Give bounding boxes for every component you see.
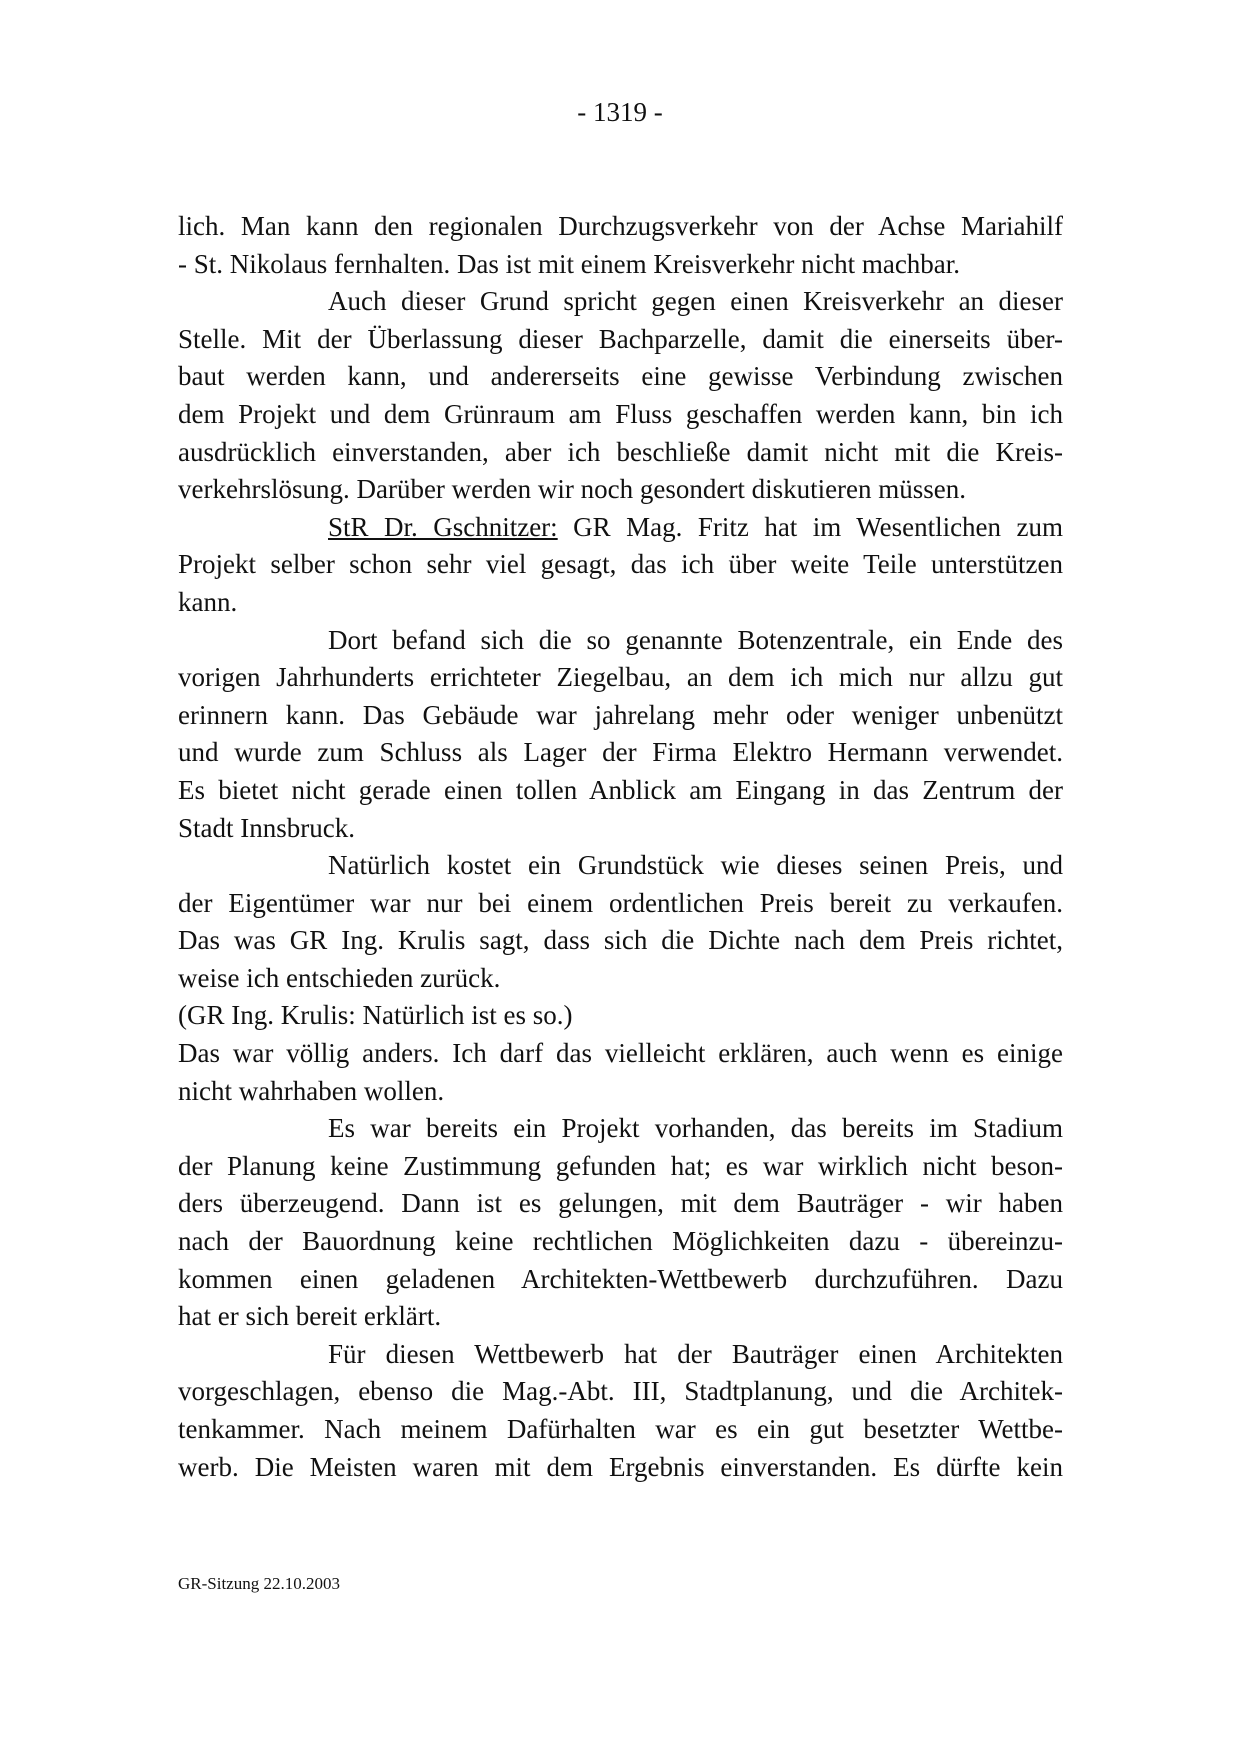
text-line: ausdrücklich einverstanden, aber ich beschließe damit nicht mit die Kreis-	[178, 436, 1063, 467]
paragraph	[178, 509, 1063, 622]
text-line: Das war völlig anders. Ich darf das vielleicht erklären, auch wenn es einige	[178, 1038, 1063, 1069]
text-line: ders überzeugend. Dann ist es gelungen, mit dem Bauträger - wir haben	[178, 1188, 1063, 1219]
body-text	[178, 208, 1063, 1486]
text-line: der Eigentümer war nur bei einem ordentlichen Preis bereit zu verkaufen.	[178, 887, 1063, 918]
text-line: kann.	[178, 586, 238, 617]
text-line: der Planung keine Zustimmung gefunden hat; es war wirklich nicht beson-	[178, 1150, 1063, 1181]
text-line: Stelle. Mit der Überlassung dieser Bachparzelle, damit die einerseits über-	[178, 323, 1063, 354]
text-line: Es bietet nicht gerade einen tollen Anblick am Eingang in das Zentrum der	[178, 774, 1063, 805]
paragraph	[178, 208, 1063, 283]
page-number: - 1319 -	[577, 97, 663, 127]
text-line: verkehrslösung. Darüber werden wir noch gesondert diskutieren müssen.	[178, 474, 967, 505]
text-line	[178, 509, 1063, 547]
text-line-content: Es war bereits ein Projekt vorhanden, das bereits im Stadium	[328, 1113, 1063, 1144]
text-line-content: Natürlich kostet ein Grundstück wie dieses seinen Preis, und	[328, 850, 1063, 881]
text-line: und wurde zum Schluss als Lager der Firma Elektro Hermann verwendet.	[178, 737, 1063, 768]
text-line: Das was GR Ing. Krulis sagt, dass sich die Dichte nach dem Preis richtet,	[178, 925, 1063, 956]
text-line: tenkammer. Nach meinem Dafürhalten war es ein gut besetzter Wettbe-	[178, 1414, 1063, 1444]
text-line-content: Dort befand sich die so genannte Botenzentrale, ein Ende des	[328, 624, 1063, 655]
text-line: Stadt Innsbruck.	[178, 812, 355, 843]
paragraph	[178, 1336, 1063, 1486]
paragraph	[178, 847, 1063, 997]
text-line	[178, 847, 1063, 885]
text-line: nicht wahrhaben wollen.	[178, 1075, 445, 1106]
text-line: erinnern kann. Das Gebäude war jahrelang mehr oder weniger unbenützt	[178, 699, 1063, 730]
text-line	[178, 622, 1063, 660]
text-line: hat er sich bereit erklärt.	[178, 1301, 442, 1332]
paragraph	[178, 283, 1063, 509]
text-line: nach der Bauordnung keine rechtlichen Möglichkeiten dazu - übereinzu-	[178, 1226, 1063, 1257]
text-line-content: Auch dieser Grund spricht gegen einen Kreisverkehr an dieser	[328, 286, 1063, 317]
interjection	[178, 997, 1063, 1035]
text-line: vorgeschlagen, ebenso die Mag.-Abt. III, Stadtplanung, und die Architek-	[178, 1376, 1063, 1407]
text-line: lich. Man kann den regionalen Durchzugsverkehr von der Achse Mariahilf	[178, 211, 1063, 241]
paragraph	[178, 1110, 1063, 1336]
text-line: vorigen Jahrhunderts errichteter Ziegelbau, an dem ich mich nur allzu gut	[178, 662, 1063, 693]
text-line: werb. Die Meisten waren mit dem Ergebnis einverstanden. Es dürfte kein	[178, 1451, 1063, 1482]
text-line	[178, 283, 1063, 321]
text-line: Projekt selber schon sehr viel gesagt, das ich über weite Teile unterstützen	[178, 549, 1063, 580]
text-line-content: Für diesen Wettbewerb hat der Bauträger einen Architekten	[328, 1338, 1063, 1369]
text-line-content: GR Mag. Fritz hat im Wesentlichen zum	[557, 511, 1064, 542]
speaker-name: StR Dr. Gschnitzer:	[328, 511, 558, 542]
text-line: dem Projekt und dem Grünraum am Fluss geschaffen werden kann, bin ich	[178, 398, 1063, 429]
text-line: kommen einen geladenen Architekten-Wettbewerb durchzuführen. Dazu	[178, 1263, 1063, 1294]
paragraph	[178, 1035, 1063, 1110]
text-line: weise ich entschieden zurück.	[178, 962, 501, 993]
paragraph	[178, 622, 1063, 848]
text-line: (GR Ing. Krulis: Natürlich ist es so.)	[178, 1000, 573, 1031]
text-line	[178, 1110, 1063, 1148]
text-line: - St. Nikolaus fernhalten. Das ist mit einem Kreisverkehr nicht machbar.	[178, 248, 961, 279]
text-line: baut werden kann, und andererseits eine gewisse Verbindung zwischen	[178, 361, 1063, 392]
footer-session-date: GR-Sitzung 22.10.2003	[178, 1574, 340, 1593]
text-line	[178, 1336, 1063, 1374]
